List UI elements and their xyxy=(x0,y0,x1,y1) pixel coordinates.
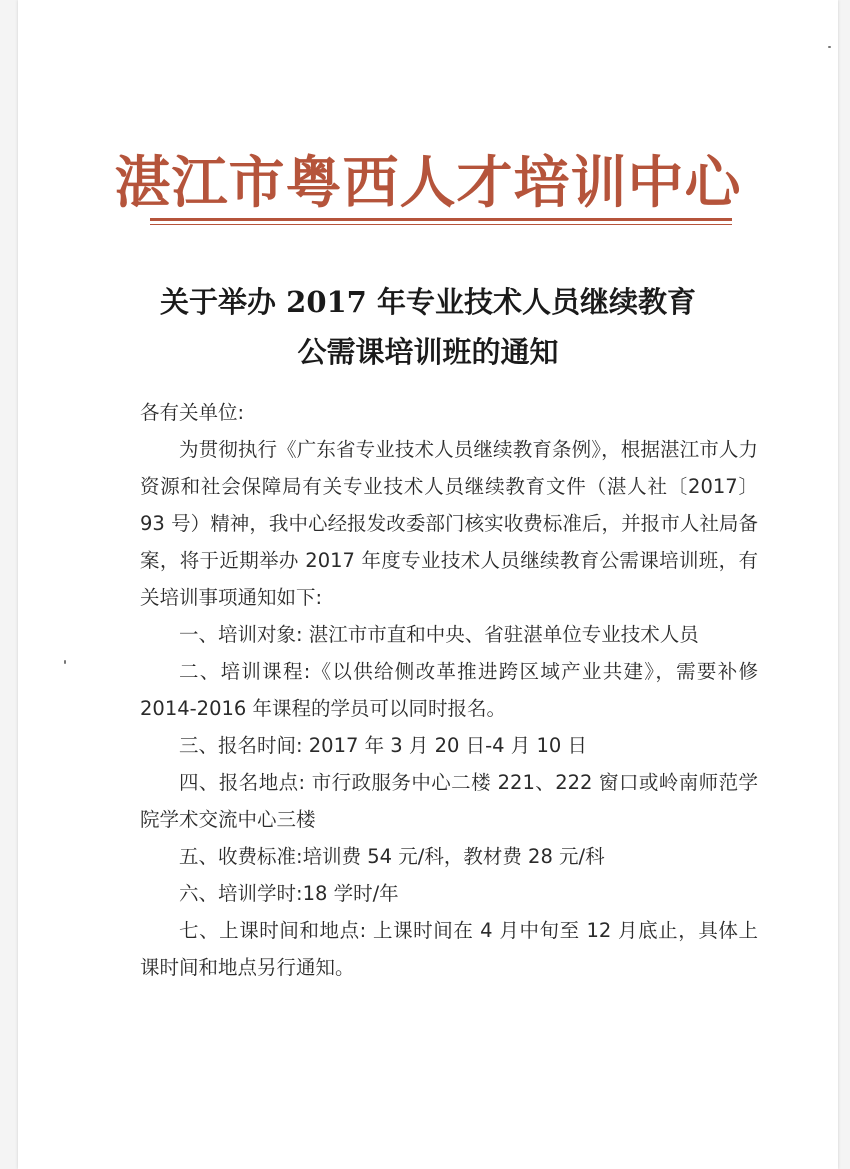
item-training-course: 二、培训课程:《以供给侧改革推进跨区域产业共建》，需要补修 2014-2016 年课程的学员可以同时报名。 xyxy=(140,660,758,720)
item-training-target: 一、培训对象: 湛江市市直和中央、省驻湛单位专业技术人员 xyxy=(179,623,699,646)
scan-speck xyxy=(64,660,66,664)
intro-paragraph: 为贯彻执行《广东省专业技术人员继续教育条例》，根据湛江市人力资源和社会保障局有关专业技术人员继续教育文件（湛人社〔2017〕93 号）精神，我中心经报发改委部门核实收费标准后，并报市人社局备案，将于近期举办 2017 年度专业技术人员继续教育公需课培训班，有关培训事项通知如下: xyxy=(140,438,758,609)
item-registration-place: 四、报名地点: 市行政服务中心二楼 221、222 窗口或岭南师范学院学术交流中心三楼 xyxy=(140,771,758,831)
notice-body xyxy=(140,394,758,986)
item-class-time-place: 七、上课时间和地点: 上课时间在 4 月中旬至 12 月底止，具体上课时间和地点另行通知。 xyxy=(140,919,758,979)
letterhead-rule-thick xyxy=(150,218,732,221)
item-training-hours: 六、培训学时:18 学时/年 xyxy=(179,882,399,905)
document-title-line-2: 公需课培训班的通知 xyxy=(297,335,559,369)
document-page xyxy=(18,0,838,1169)
letterhead-rule-thin xyxy=(150,224,732,225)
scan-speck xyxy=(828,46,831,48)
salutation: 各有关单位: xyxy=(140,401,245,424)
item-registration-time: 三、报名时间: 2017 年 3 月 20 日-4 月 10 日 xyxy=(179,734,587,757)
document-title-line-1: 关于举办 2017 年专业技术人员继续教育 xyxy=(160,285,696,319)
letterhead-org-name: 湛江市粤西人才培训中心 xyxy=(114,150,742,216)
item-fee-standard: 五、收费标准:培训费 54 元/科，教材费 28 元/科 xyxy=(179,845,605,868)
